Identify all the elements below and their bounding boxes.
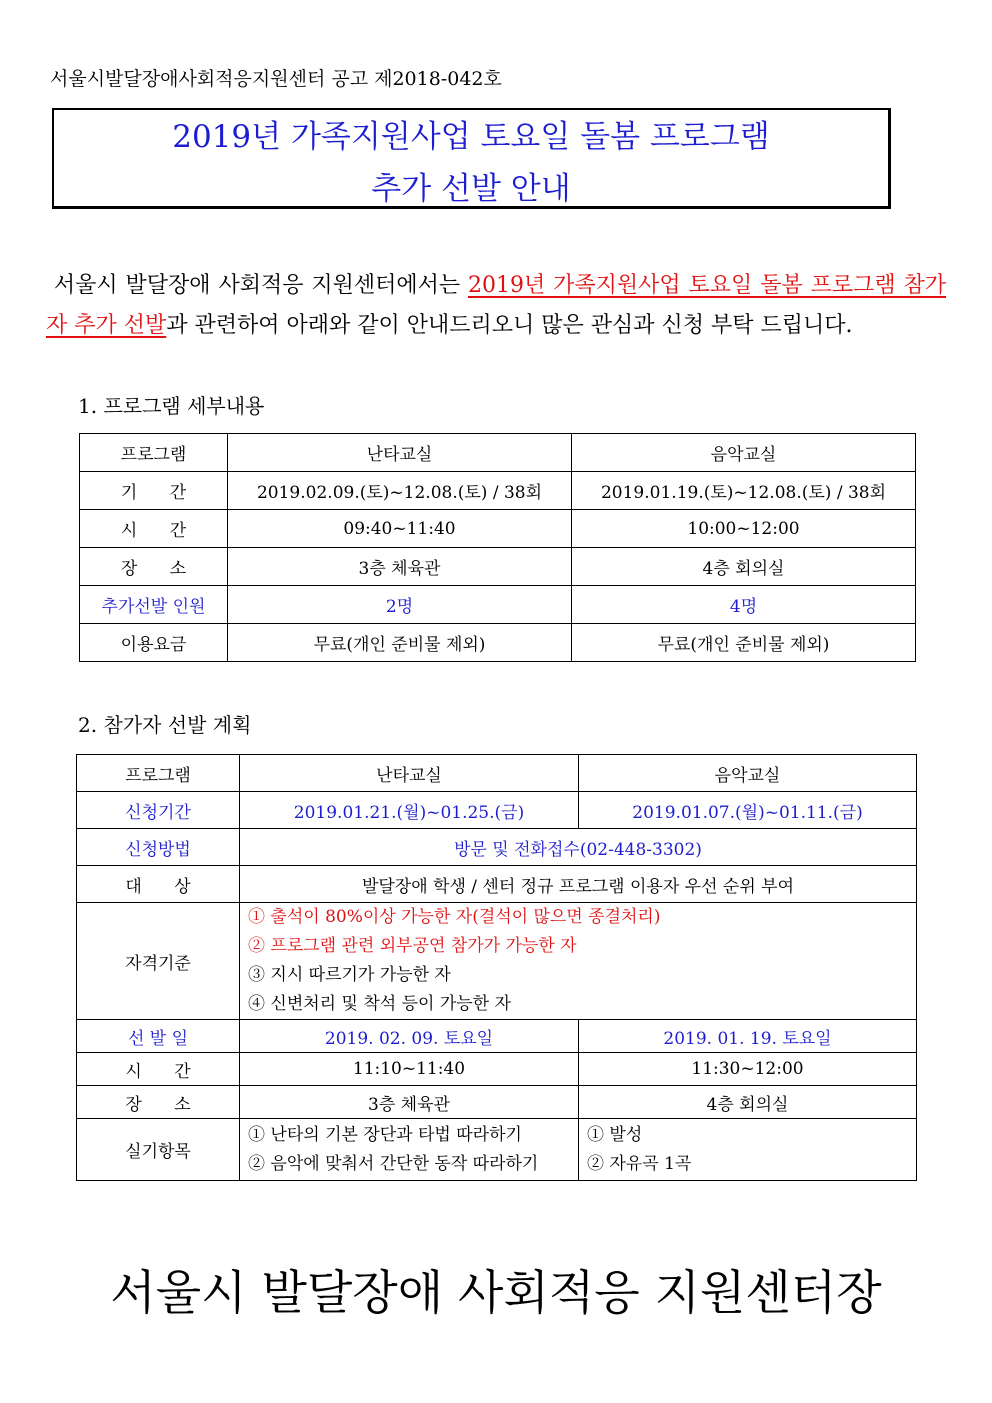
program-details-table [79,433,916,662]
qualification-item: ① 출석이 80%이상 가능한 자(결석이 많으면 종결처리) [248,907,661,927]
cell-nanta: 3층 체육관 [240,1086,579,1119]
row-label: 장 소 [80,548,228,586]
notice-number: 서울시발달장애사회적응지원센터 공고 제2018-042호 [50,68,502,90]
table-row [80,586,916,624]
cell-nanta: 3층 체육관 [228,548,572,586]
cell-music [579,1119,917,1181]
cell-music: 2019.01.19.(토)~12.08.(토) / 38회 [572,472,916,510]
table-row [77,1020,917,1053]
selection-plan-table [76,754,917,1181]
table-row [80,548,916,586]
header-cell: 프로그램 [77,755,240,792]
cell-music: 4층 회의실 [579,1086,917,1119]
practical-item: ① 난타의 기본 장단과 타법 따라하기 [248,1124,522,1145]
table-row [80,472,916,510]
cell-music: 2019.01.07.(월)~01.11.(금) [579,792,917,829]
cell-music: 2019. 01. 19. 토요일 [579,1020,917,1053]
header-cell: 난타교실 [228,434,572,472]
intro-highlight: 2019년 가족지원사업 토요일 돌봄 프로그램 참가자 추가 선발 [46,273,946,338]
header-cell: 프로그램 [80,434,228,472]
row-label: 장 소 [77,1086,240,1119]
table-row [77,792,917,829]
table-row [77,1119,917,1181]
table-row [80,624,916,662]
qualification-item: ③ 지시 따르기가 가능한 자 [248,965,451,985]
row-label: 실기항목 [77,1119,240,1181]
table-row [80,434,916,472]
header-cell: 음악교실 [579,755,917,792]
header-cell: 난타교실 [240,755,579,792]
row-label: 기 간 [80,472,228,510]
row-label: 시 간 [77,1053,240,1086]
practical-item: ② 자유곡 1곡 [587,1153,692,1174]
cell-nanta: 2019. 02. 09. 토요일 [240,1020,579,1053]
table-row [77,755,917,792]
qualification-item: ④ 신변처리 및 착석 등이 가능한 자 [248,994,511,1014]
cell-nanta [240,1119,579,1181]
table-row [77,829,917,866]
title-line-1: 2019년 가족지원사업 토요일 돌봄 프로그램 [172,119,770,155]
intro-paragraph [46,266,946,346]
row-label: 자격기준 [77,903,240,1020]
cell-music: 10:00~12:00 [572,510,916,548]
signature: 서울시 발달장애 사회적응 지원센터장 [110,1266,882,1321]
cell-nanta: 11:10~11:40 [240,1053,579,1086]
practical-item: ① 발성 [587,1124,643,1145]
row-label: 신청기간 [77,792,240,829]
cell-nanta: 2명 [228,586,572,624]
cell-music: 무료(개인 준비물 제외) [572,624,916,662]
cell-nanta: 무료(개인 준비물 제외) [228,624,572,662]
row-label: 신청방법 [77,829,240,866]
table-row [77,903,917,1020]
cell-qualification [240,903,917,1020]
row-label: 추가선발 인원 [80,586,228,624]
practical-item: ② 음악에 맞춰서 간단한 동작 따라하기 [248,1153,539,1174]
table-row [77,1086,917,1119]
intro-part-1: 서울시 발달장애 사회적응 지원센터에서는 [53,273,469,298]
cell-music: 4명 [572,586,916,624]
cell-nanta: 09:40~11:40 [228,510,572,548]
cell-nanta: 2019.01.21.(월)~01.25.(금) [240,792,579,829]
row-label: 시 간 [80,510,228,548]
cell-music: 4층 회의실 [572,548,916,586]
table-row [77,866,917,903]
row-label: 대 상 [77,866,240,903]
cell-nanta: 2019.02.09.(토)~12.08.(토) / 38회 [228,472,572,510]
table-row [80,510,916,548]
header-cell: 음악교실 [572,434,916,472]
row-label: 선 발 일 [77,1020,240,1053]
row-label: 이용요금 [80,624,228,662]
title-box [52,108,891,209]
section1-title: 1. 프로그램 세부내용 [78,394,265,418]
cell-music: 11:30~12:00 [579,1053,917,1086]
cell-apply-method: 방문 및 전화접수(02-448-3302) [240,829,917,866]
section2-title: 2. 참가자 선발 계획 [78,713,252,737]
title-line-2: 추가 선발 안내 [371,171,571,207]
qualification-item: ② 프로그램 관련 외부공연 참가가 가능한 자 [248,936,577,956]
table-row [77,1053,917,1086]
intro-part-2: 과 관련하여 아래와 같이 안내드리오니 많은 관심과 신청 부탁 드립니다. [166,313,853,338]
cell-target: 발달장애 학생 / 센터 정규 프로그램 이용자 우선 순위 부여 [240,866,917,903]
